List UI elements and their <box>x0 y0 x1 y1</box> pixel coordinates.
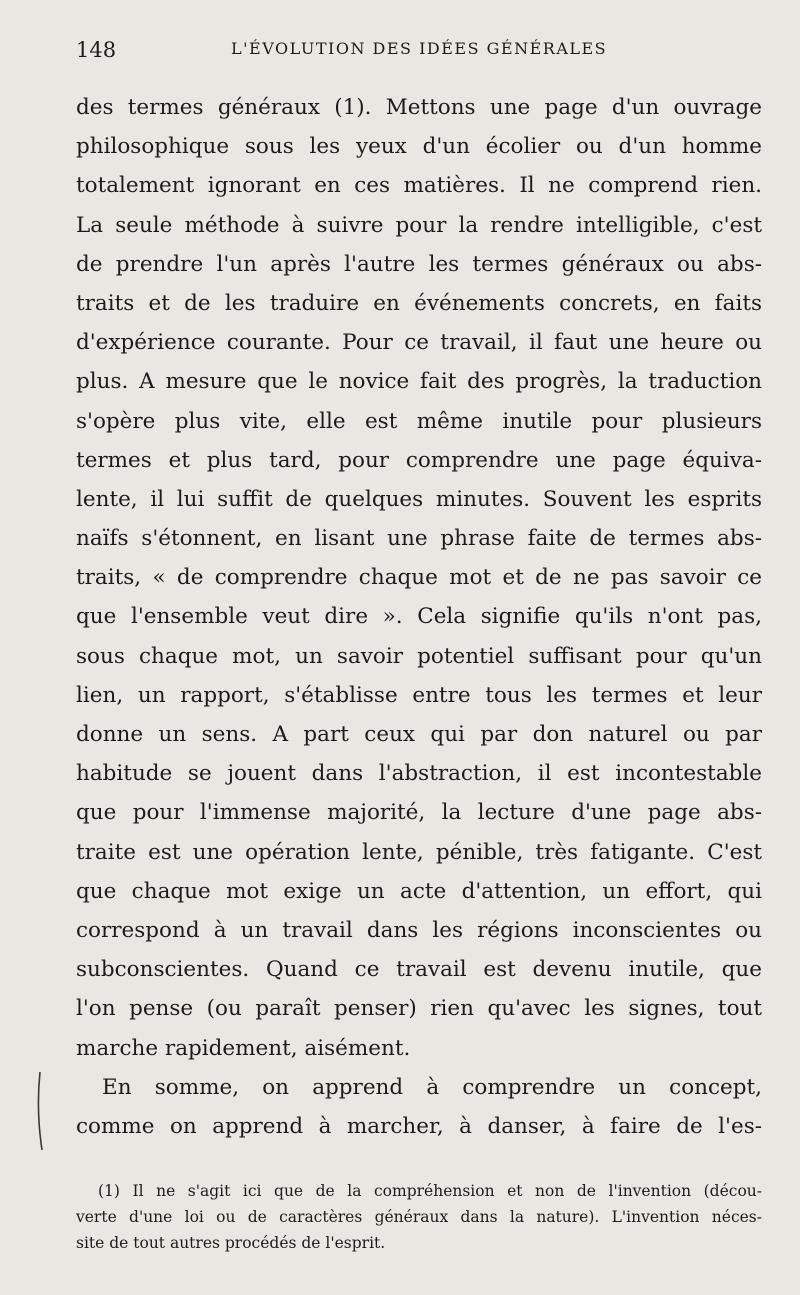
text-line: traite est une opération lente, pénible, très fatigante. C'est <box>76 839 762 865</box>
text-line: La seule méthode à suivre pour la rendre intelligible, c'est <box>76 212 762 238</box>
text-line: termes et plus tard, pour comprendre une page équiva- <box>76 447 762 473</box>
text-line: lente, il lui suffit de quelques minutes. Souvent les esprits <box>76 486 762 512</box>
footnote-line: site de tout autres procédés de l'esprit. <box>76 1234 386 1252</box>
paragraph-start-line: En somme, on apprend à comprendre un concept, <box>102 1074 762 1100</box>
footnote-line: (1) Il ne s'agit ici que de la compréhension et non de l'invention (décou- <box>98 1182 762 1200</box>
text-line: naïfs s'étonnent, en lisant une phrase faite de termes abs- <box>76 526 762 552</box>
text-line: habitude se jouent dans l'abstraction, il est incontestable <box>76 761 762 787</box>
text-line: que pour l'immense majorité, la lecture d'une page abs- <box>76 800 762 826</box>
text-line: plus. A mesure que le novice fait des progrès, la traduction <box>76 369 762 395</box>
text-line: comme on apprend à marcher, à danser, à faire de l'es- <box>76 1113 762 1139</box>
text-line: s'opère plus vite, elle est même inutile pour plusieurs <box>76 408 762 434</box>
text-line: l'on pense (ou paraît penser) rien qu'avec les signes, tout <box>76 996 762 1022</box>
text-line: subconscientes. Quand ce travail est devenu inutile, que <box>76 957 762 983</box>
text-line: de prendre l'un après l'autre les termes généraux ou abs- <box>76 251 762 277</box>
page-number: 148 <box>76 38 117 62</box>
text-line: des termes généraux (1). Mettons une page d'un ouvrage <box>76 95 762 120</box>
text-line: lien, un rapport, s'établisse entre tous les termes et leur <box>76 682 762 708</box>
body-text <box>76 88 762 1146</box>
text-line: totalement ignorant en ces matières. Il ne comprend rien. <box>76 173 762 199</box>
text-line: philosophique sous les yeux d'un écolier ou d'un homme <box>76 134 762 160</box>
text-line: donne un sens. A part ceux qui par don naturel ou par <box>76 722 762 747</box>
text-line: traits, « de comprendre chaque mot et de ne pas savoir ce <box>76 565 762 591</box>
text-line: correspond à un travail dans les régions inconscientes ou <box>76 917 762 943</box>
text-line: que chaque mot exige un acte d'attention, un effort, qui <box>76 878 762 904</box>
text-line: sous chaque mot, un savoir potentiel suffisant pour qu'un <box>76 643 762 669</box>
paragraph-end-line: marche rapidement, aisément. <box>76 1035 411 1061</box>
text-line: traits et de les traduire en événements concrets, en faits <box>76 290 762 316</box>
margin-pencil-mark <box>34 1070 54 1158</box>
text-line: que l'ensemble veut dire ». Cela signifie qu'ils n'ont pas, <box>76 604 762 630</box>
page-header <box>76 38 760 62</box>
footnote-line: verte d'une loi ou de caractères généraux dans la nature). L'invention néces- <box>76 1208 762 1226</box>
footnotes <box>76 1178 762 1256</box>
running-title: L'ÉVOLUTION DES IDÉES GÉNÉRALES <box>231 39 608 58</box>
text-line: d'expérience courante. Pour ce travail, il faut une heure ou <box>76 330 762 356</box>
